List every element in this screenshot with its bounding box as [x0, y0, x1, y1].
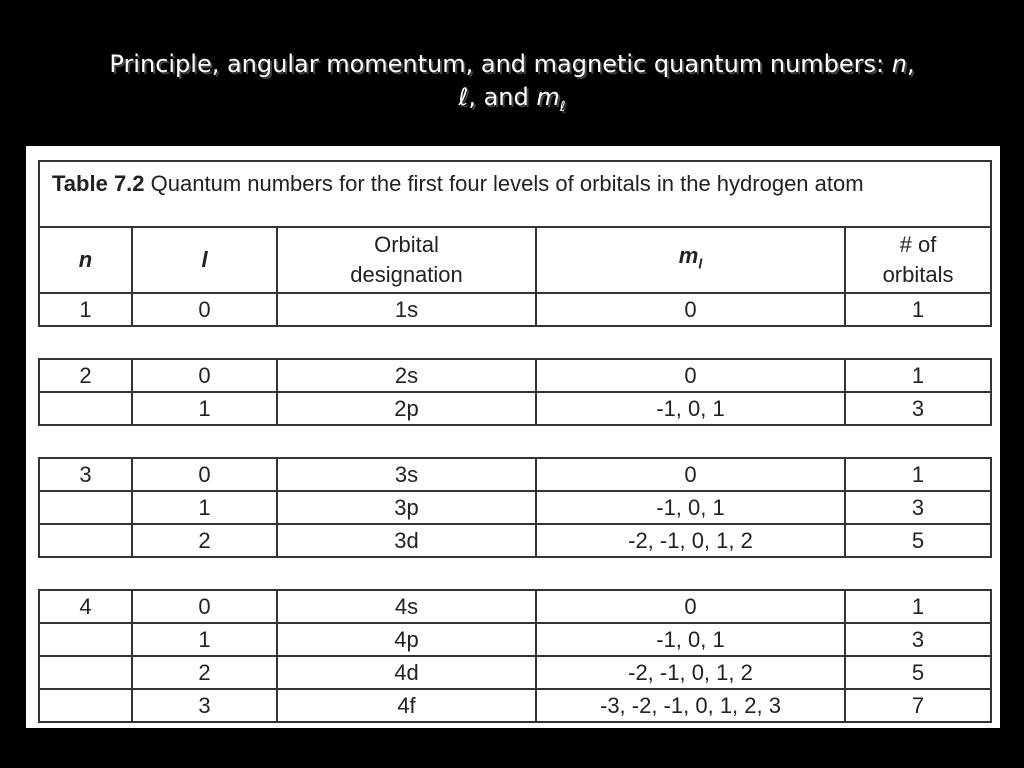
cell-l: 1: [132, 491, 277, 524]
cell-orbital: 2p: [277, 392, 536, 425]
cell-n: 2: [39, 359, 132, 392]
cell-ml: -2, -1, 0, 1, 2: [536, 656, 845, 689]
cell-n: [39, 689, 132, 722]
title-mid: , and: [468, 83, 537, 111]
cell-orbital: 3d: [277, 524, 536, 557]
table-caption: [39, 161, 991, 227]
cell-ml: -1, 0, 1: [536, 623, 845, 656]
title-m-symbol: m: [536, 83, 560, 111]
table-row: [39, 359, 991, 392]
title-prefix: Principle, angular momentum, and magnetic quantum numbers:: [109, 50, 892, 78]
cell-l: 0: [132, 590, 277, 623]
cell-count: 5: [845, 524, 991, 557]
cell-n: [39, 524, 132, 557]
table-row: [39, 689, 991, 722]
cell-n: [39, 392, 132, 425]
cell-ml: -3, -2, -1, 0, 1, 2, 3: [536, 689, 845, 722]
cell-n: 4: [39, 590, 132, 623]
cell-ml: 0: [536, 359, 845, 392]
cell-orbital: 2s: [277, 359, 536, 392]
cell-n: 3: [39, 458, 132, 491]
table-row: [39, 491, 991, 524]
cell-orbital: 3s: [277, 458, 536, 491]
cell-n: [39, 656, 132, 689]
table-header-row: [39, 227, 991, 293]
table-row: [39, 524, 991, 557]
cell-n: [39, 491, 132, 524]
title-l-symbol: ℓ: [458, 83, 469, 111]
cell-l: 3: [132, 689, 277, 722]
cell-l: 2: [132, 524, 277, 557]
cell-l: 1: [132, 623, 277, 656]
header-l: l: [132, 227, 277, 293]
header-orbital-count: # of orbitals: [845, 227, 991, 293]
cell-orbital: 4f: [277, 689, 536, 722]
cell-ml: -1, 0, 1: [536, 392, 845, 425]
cell-count: 1: [845, 293, 991, 326]
cell-orbital: 4s: [277, 590, 536, 623]
cell-count: 3: [845, 491, 991, 524]
table-row: [39, 590, 991, 623]
cell-orbital: 1s: [277, 293, 536, 326]
cell-count: 7: [845, 689, 991, 722]
table-row: [39, 392, 991, 425]
table-row: [39, 458, 991, 491]
header-orbital-designation: Orbital designation: [277, 227, 536, 293]
cell-count: 1: [845, 590, 991, 623]
cell-ml: -2, -1, 0, 1, 2: [536, 524, 845, 557]
cell-count: 1: [845, 458, 991, 491]
cell-orbital: 4p: [277, 623, 536, 656]
table-row: [39, 656, 991, 689]
table-row: [39, 623, 991, 656]
cell-n: 1: [39, 293, 132, 326]
cell-ml: 0: [536, 590, 845, 623]
table-spacer-row: [39, 425, 991, 458]
cell-orbital: 4d: [277, 656, 536, 689]
cell-l: 1: [132, 392, 277, 425]
cell-count: 5: [845, 656, 991, 689]
table-spacer-row: [39, 557, 991, 590]
cell-n: [39, 623, 132, 656]
title-n-symbol: n: [891, 50, 907, 78]
cell-orbital: 3p: [277, 491, 536, 524]
table-row: [39, 293, 991, 326]
cell-l: 2: [132, 656, 277, 689]
cell-l: 0: [132, 458, 277, 491]
slide-title: Principle, angular momentum, and magnetic quantum numbers: n, ℓ, and $m_\ell$: [109, 50, 915, 115]
table-caption-label: Table 7.2: [52, 171, 145, 196]
title-m-subscript: ℓ: [559, 98, 566, 115]
header-n: n: [39, 227, 132, 293]
header-ml: $m_l$: [536, 227, 845, 293]
quantum-numbers-table: [38, 160, 992, 723]
cell-l: 0: [132, 359, 277, 392]
cell-ml: 0: [536, 293, 845, 326]
table-caption-text: Quantum numbers for the first four levels of orbitals in the hydrogen atom: [150, 171, 864, 196]
cell-count: 3: [845, 623, 991, 656]
table-spacer-row: [39, 326, 991, 359]
cell-ml: -1, 0, 1: [536, 491, 845, 524]
table-panel: [26, 146, 1000, 728]
cell-ml: 0: [536, 458, 845, 491]
cell-count: 3: [845, 392, 991, 425]
cell-l: 0: [132, 293, 277, 326]
cell-count: 1: [845, 359, 991, 392]
